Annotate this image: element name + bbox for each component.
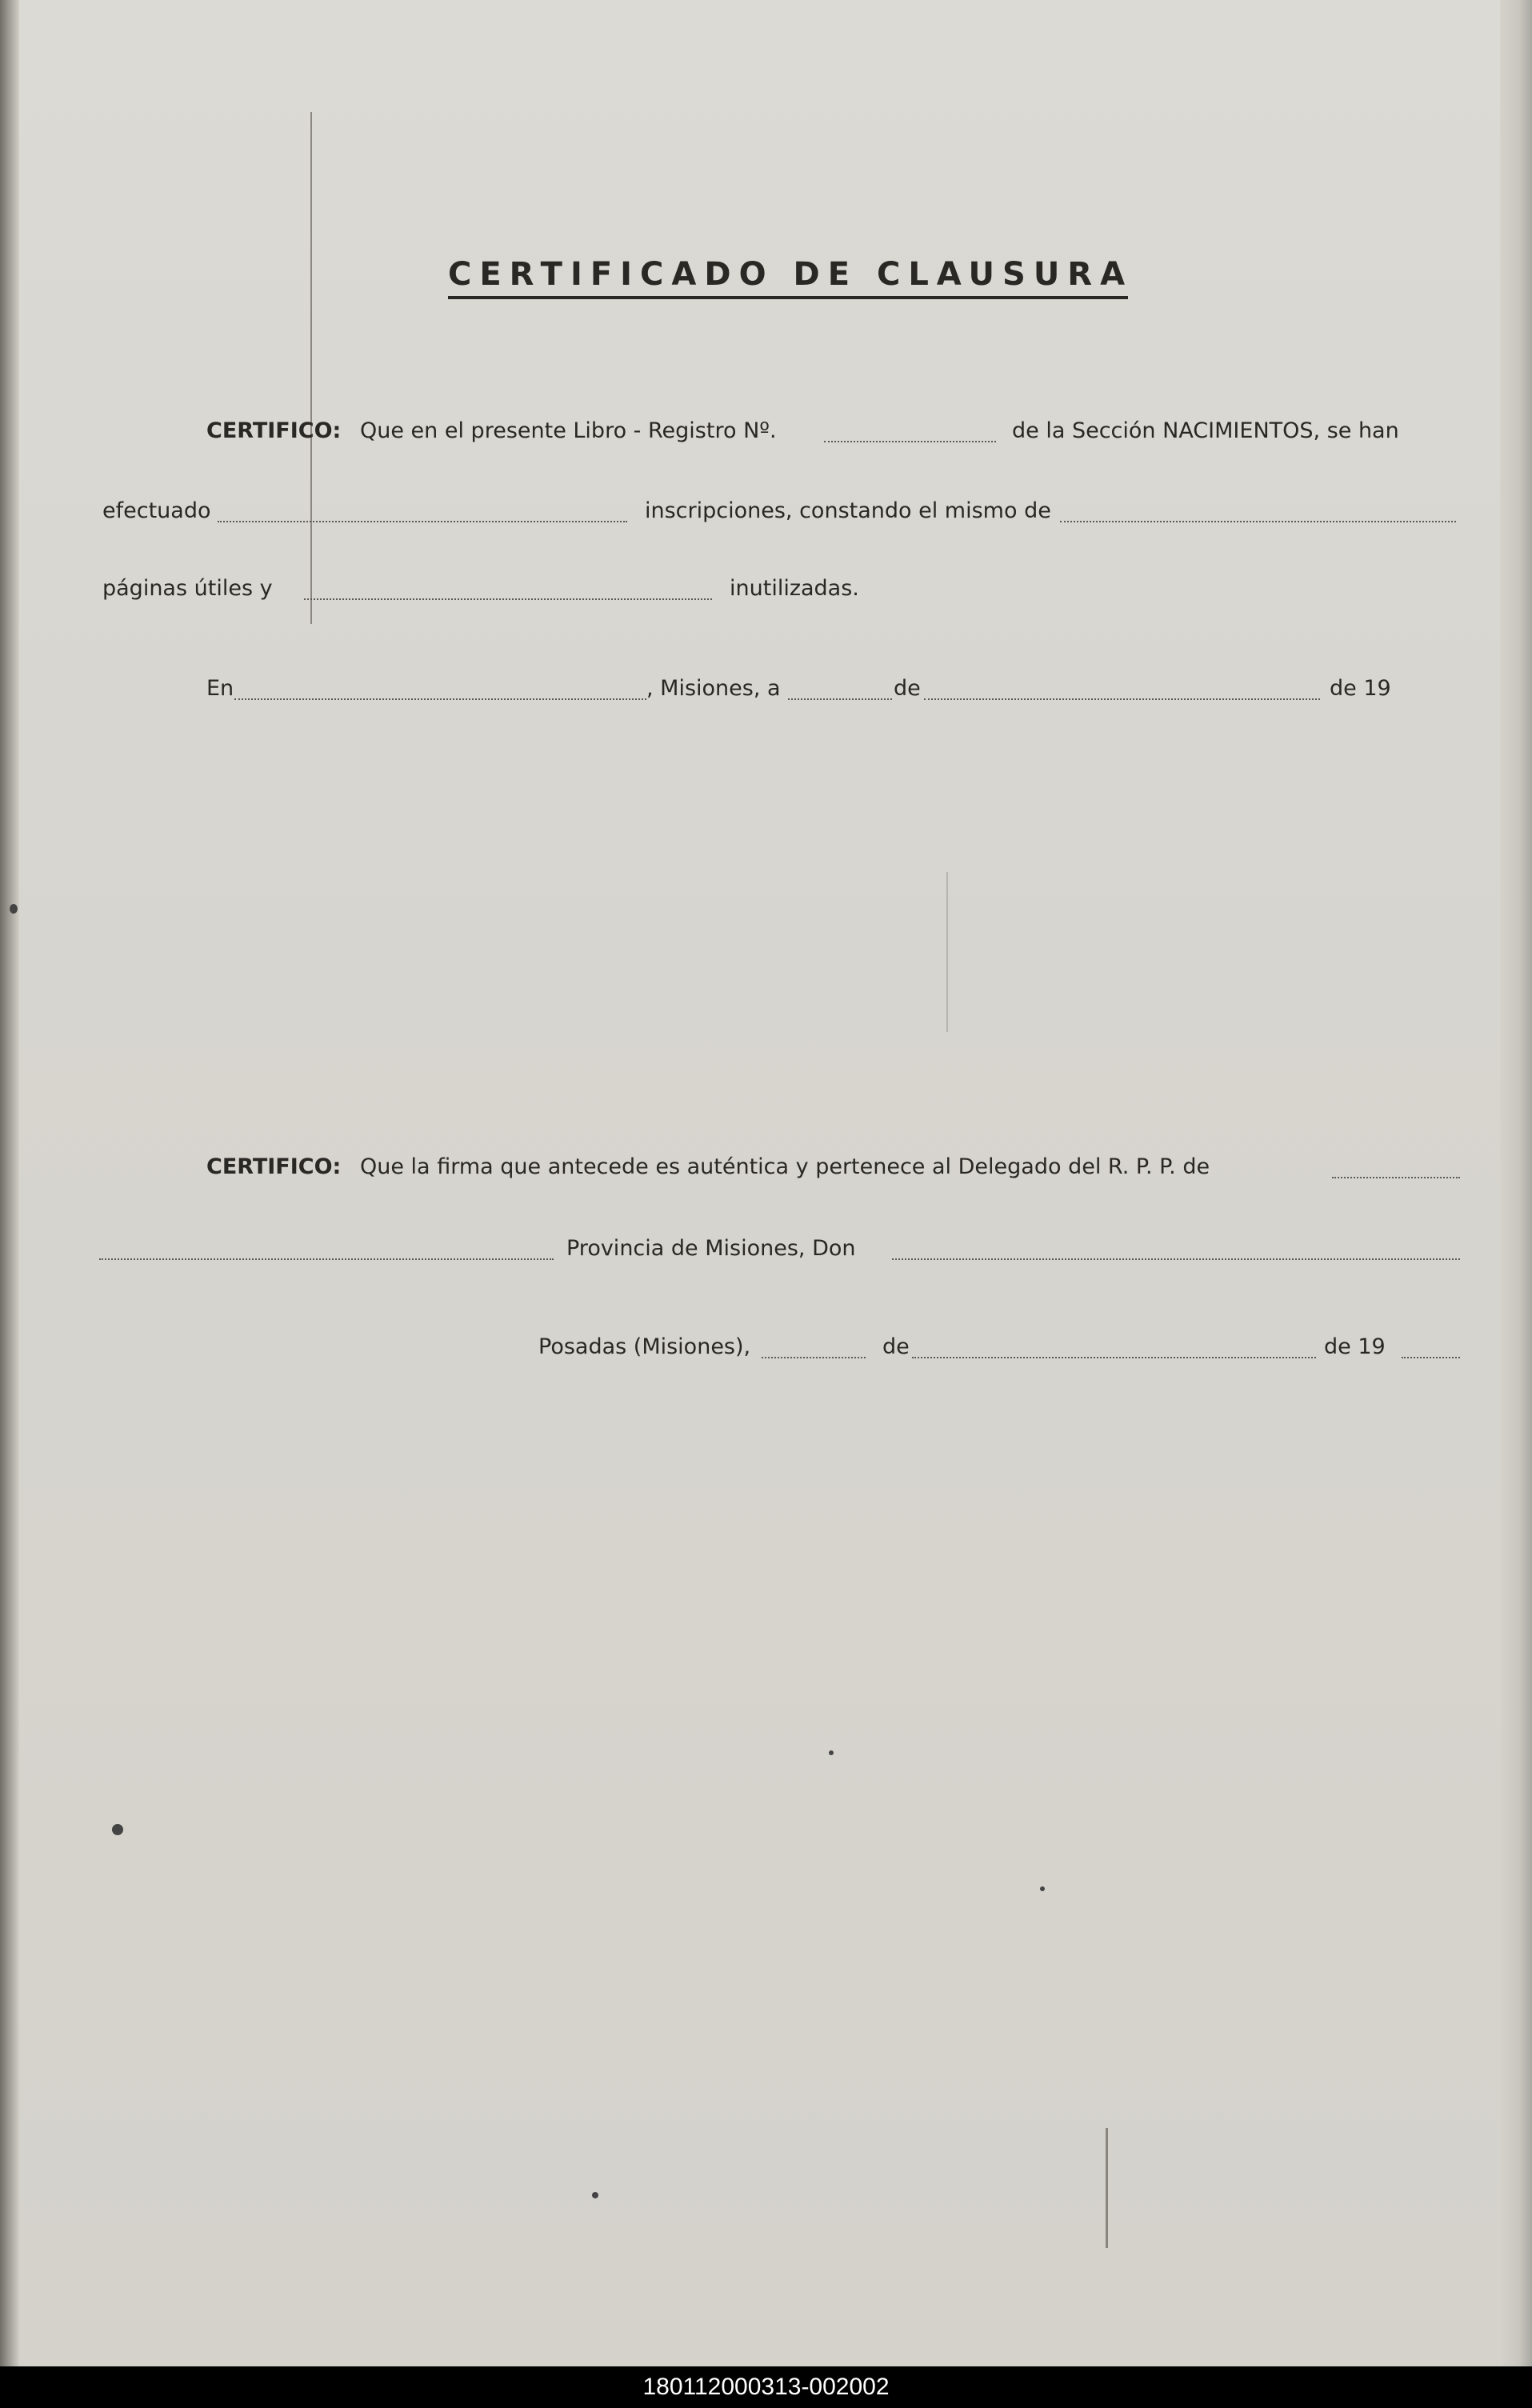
cert2-line2	[0, 1236, 1532, 1276]
cert1-line3-text-a: páginas útiles y	[102, 576, 273, 601]
speck	[592, 2192, 598, 2198]
posadas-dia-field	[762, 1357, 866, 1358]
fold-mark	[310, 112, 312, 624]
cert2-line3-text-c: de 19	[1324, 1334, 1386, 1359]
cert2-line1	[0, 1154, 1532, 1194]
cert2-line2-text-a: Provincia de Misiones, Don	[566, 1236, 856, 1261]
fold-mark	[946, 872, 948, 1032]
speck	[1040, 1886, 1045, 1891]
cert1-line2	[0, 498, 1532, 538]
mes-field	[924, 698, 1320, 700]
cert1-line3	[0, 576, 1532, 616]
cert1-line3-text-b: inutilizadas.	[730, 576, 859, 601]
cert1-line4-text-c: de	[894, 676, 921, 701]
cert1-line2-text-b: inscripciones, constando el mismo de	[645, 498, 1051, 523]
lugar-field	[234, 698, 646, 700]
speck	[829, 1750, 834, 1755]
cert2-line3-text-a: Posadas (Misiones),	[538, 1334, 751, 1359]
cert1-line1-text-b: de la Sección NACIMIENTOS, se han	[1012, 418, 1399, 443]
posadas-anio-field	[1402, 1357, 1460, 1358]
localidad-field	[99, 1258, 554, 1260]
fold-mark	[1106, 2128, 1108, 2248]
cert1-line1-text-a: Que en el presente Libro - Registro Nº.	[360, 418, 777, 443]
speck	[112, 1824, 123, 1835]
don-nombre-field	[892, 1258, 1460, 1260]
dia-field	[788, 698, 892, 700]
cert1-line4-text-a: En	[206, 676, 234, 701]
cert2-line1-text-a: Que la firma que antecede es auténtica y pertenece al Delegado del R. P. P. de	[360, 1154, 1210, 1179]
cert1-line4-text-b: , Misiones, a	[646, 676, 781, 701]
inscripciones-count-field	[218, 521, 627, 522]
paginas-count-field	[1060, 521, 1456, 522]
cert1-line4-text-d: de 19	[1330, 676, 1391, 701]
inutilizadas-count-field	[304, 598, 712, 600]
document-title: CERTIFICADO DE CLAUSURA	[448, 256, 1128, 299]
cert1-line1	[0, 418, 1532, 458]
delegado-lugar-field	[1332, 1177, 1460, 1178]
posadas-mes-field	[912, 1357, 1316, 1358]
cert1-line4	[0, 676, 1532, 716]
cert2-line3	[0, 1334, 1532, 1374]
archive-id-footer: 180112000313-002002	[0, 2366, 1532, 2408]
cert1-prefix: CERTIFICO:	[206, 418, 342, 443]
cert1-line2-text-a: efectuado	[102, 498, 211, 523]
speck	[10, 904, 18, 914]
cert2-line3-text-b: de	[882, 1334, 910, 1359]
registro-number-field	[824, 441, 996, 442]
cert2-prefix: CERTIFICO:	[206, 1154, 342, 1179]
